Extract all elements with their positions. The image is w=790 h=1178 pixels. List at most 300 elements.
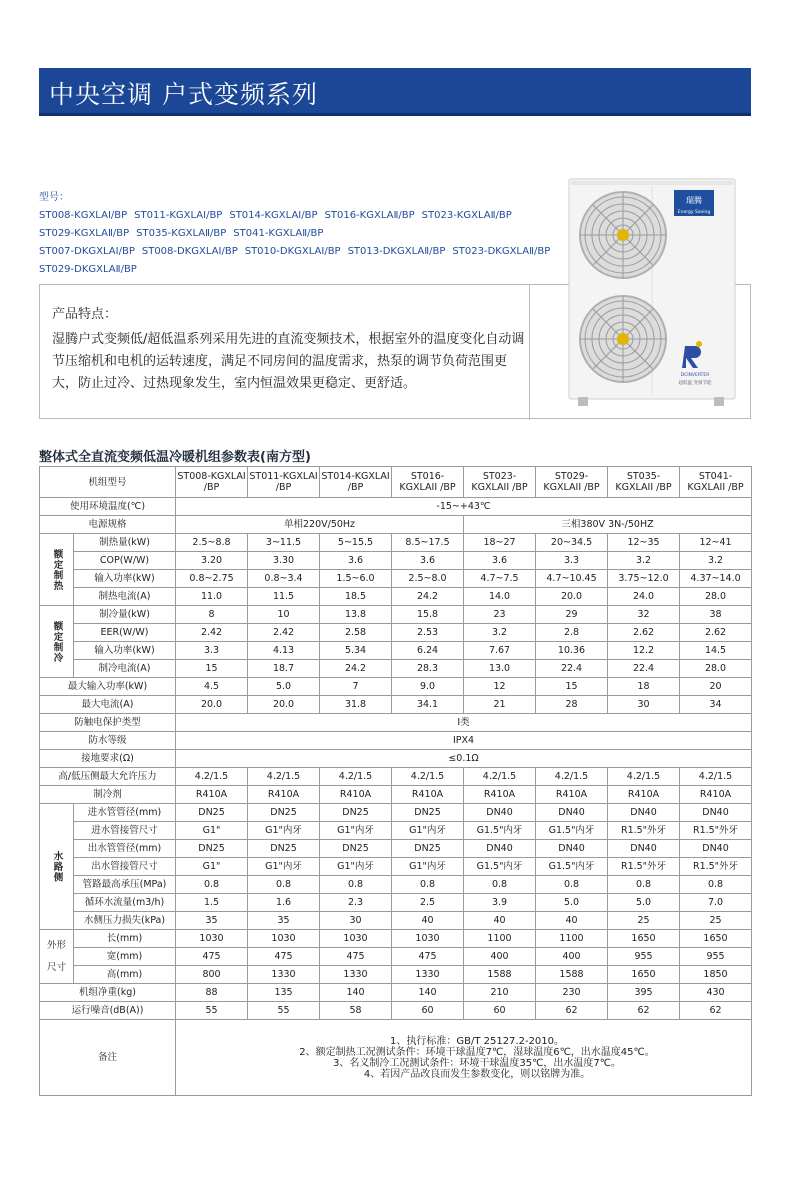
table-cell: 4.7~7.5 [464,570,536,588]
table-cell: 1.5 [176,894,248,912]
table-cell: 10 [248,606,320,624]
table-cell: 18.7 [248,660,320,678]
table-cell: DN25 [320,804,392,822]
table-cell: DN40 [608,804,680,822]
table-cell: R410A [392,786,464,804]
table-cell: 3.75~12.0 [608,570,680,588]
table-cell: 22.4 [608,660,680,678]
table-row [40,750,752,768]
model-name: ST023-DKGXLAⅡ/BP [452,246,551,257]
table-cell: 1330 [248,966,320,984]
table-cell: 62 [680,1002,752,1020]
table-cell: G1.5"内牙 [464,822,536,840]
table-cell: 475 [320,948,392,966]
feature-title: 产品特点： [52,307,118,322]
table-cell: DN25 [320,840,392,858]
table-cell: 1100 [464,930,536,948]
table-cell: 18.5 [320,588,392,606]
table-cell: 0.8~3.4 [248,570,320,588]
table-cell: 140 [392,984,464,1002]
table-row [40,624,752,642]
table-cell: 1330 [320,966,392,984]
table-cell: 60 [464,1002,536,1020]
row-label: COP(W/W) [74,552,176,570]
table-cell: 12~41 [680,534,752,552]
table-cell: 4.2/1.5 [392,768,464,786]
table-cell: 1850 [680,966,752,984]
row-label: 管路最高承压(MPa) [74,876,176,894]
env-value-cell: -15~+43℃ [176,498,752,516]
table-cell: 4.2/1.5 [248,768,320,786]
table-cell: 14.0 [464,588,536,606]
table-cell: 0.8 [392,876,464,894]
table-cell: 4.2/1.5 [320,768,392,786]
table-cell: 1330 [392,966,464,984]
table-row [40,467,752,498]
table-cell: 23 [464,606,536,624]
model-column-header: ST041-KGXLAII /BP [680,467,752,498]
table-row [40,840,752,858]
model-row [39,261,559,279]
heat-pump-unit-image [568,178,736,408]
row-label: 接地要求(Ω) [40,750,176,768]
table-cell: G1"内牙 [392,822,464,840]
notes-cell [176,1020,752,1096]
dimension-group-label-line: 外形 [46,939,66,951]
feature-text: 湿腾户式变频低/超低温系列采用先进的直流变频技术，根据室外的温度变化自动调节压缩机和电机的运转速度，满足不同房间的温度需求，热泵的调节负荷范围更大，防止过冷、过热现象发生，室内恒温效果更稳定、更舒适。 [52,332,525,391]
table-cell: DN40 [536,840,608,858]
table-cell: 18~27 [464,534,536,552]
table-cell: 29 [536,606,608,624]
table-row [40,498,752,516]
table-cell: 0.8~2.75 [176,570,248,588]
table-cell: 135 [248,984,320,1002]
table-cell: R410A [176,786,248,804]
table-row [40,696,752,714]
table-row [40,894,752,912]
dimension-group-label-line: 尺寸 [46,961,66,973]
table-cell: 20~34.5 [536,534,608,552]
table-cell: 35 [176,912,248,930]
table-row [40,678,752,696]
table-cell: 20.0 [536,588,608,606]
model-name: ST010-DKGXLAⅠ/BP [244,246,341,257]
table-cell: 955 [680,948,752,966]
row-label: 进水管管径(mm) [74,804,176,822]
table-cell: 3.9 [464,894,536,912]
note-line: 3、名义制冷工况测试条件：环境干球温度35℃，出水温度7℃。 [333,1057,621,1069]
table-cell: DN25 [248,804,320,822]
table-cell: 28.0 [680,660,752,678]
model-column-header: ST011-KGXLAI /BP [248,467,320,498]
table-cell: G1"内牙 [320,858,392,876]
table-row [40,912,752,930]
table-cell: DN40 [608,840,680,858]
table-cell: 2.8 [536,624,608,642]
table-cell: 28 [536,696,608,714]
table-cell: 4.13 [248,642,320,660]
table-cell: 3.20 [176,552,248,570]
shared-value-cell: ≤0.1Ω [176,750,752,768]
table-cell: DN40 [536,804,608,822]
note-line: 2、额定制热工况测试条件：环境干球温度7℃，湿球温度6℃，出水温度45℃。 [299,1046,655,1058]
table-cell: 60 [392,1002,464,1020]
row-label: 使用环境温度(℃) [40,498,176,516]
model-column-header: ST035-KGXLAII /BP [608,467,680,498]
table-cell: 2.42 [176,624,248,642]
row-label: 制冷剂 [40,786,176,804]
table-cell: R410A [248,786,320,804]
table-cell: 20 [680,678,752,696]
table-row [40,858,752,876]
table-cell: R1.5"外牙 [680,858,752,876]
table-cell: 5.0 [536,894,608,912]
table-cell: DN25 [176,840,248,858]
unit-bottom-text: 超低温 变频节能 [678,381,712,386]
row-label: 高/低压侧最大允许压力 [40,768,176,786]
table-cell: 15.8 [392,606,464,624]
table-row [40,966,752,984]
table-cell: 3.6 [320,552,392,570]
table-cell: G1" [176,858,248,876]
table-cell: 3.30 [248,552,320,570]
table-cell: G1"内牙 [392,858,464,876]
cooling-group-label: 额定制冷 [40,606,74,678]
table-cell: 8 [176,606,248,624]
table-cell: 21 [464,696,536,714]
table-row [40,930,752,948]
table-cell: 3.6 [464,552,536,570]
table-cell: 38 [680,606,752,624]
model-name: ST014-KGXLAⅠ/BP [229,210,318,221]
table-row [40,660,752,678]
table-cell: 62 [536,1002,608,1020]
model-name: ST013-DKGXLAⅡ/BP [347,246,446,257]
row-label: 防触电保护类型 [40,714,176,732]
table-cell: 32 [608,606,680,624]
table-cell: DN40 [680,804,752,822]
table-cell: 22.4 [536,660,608,678]
table-row [40,606,752,624]
table-row [40,876,752,894]
model-name: ST011-KGXLAⅠ/BP [134,210,223,221]
table-cell: 5.0 [608,894,680,912]
model-name: ST008-KGXLAⅠ/BP [39,210,128,221]
bottom-fan-icon [580,296,666,382]
table-cell: 3.2 [608,552,680,570]
notes-label: 备注 [40,1020,176,1096]
row-label: 进水管接管尺寸 [74,822,176,840]
model-name: ST029-DKGXLAⅡ/BP [39,264,137,275]
table-row [40,570,752,588]
table-cell: 1030 [176,930,248,948]
power-three-phase: 三相380V 3N-/50HZ [464,516,752,534]
table-cell: 0.8 [320,876,392,894]
model-list-label: 型号： [39,192,69,203]
table-row [40,786,752,804]
model-name: ST016-KGXLAⅡ/BP [324,210,415,221]
table-cell: 1030 [248,930,320,948]
model-row [39,207,559,225]
row-label: 出水管管径(mm) [74,840,176,858]
table-cell: 0.8 [464,876,536,894]
table-cell: 210 [464,984,536,1002]
table-cell: 3.3 [176,642,248,660]
table-cell: 7.0 [680,894,752,912]
table-cell: 2.58 [320,624,392,642]
table-cell: 13.8 [320,606,392,624]
row-label: 电源规格 [40,516,176,534]
table-cell: G1.5"内牙 [536,858,608,876]
table-cell: 55 [248,1002,320,1020]
row-label: 循环水流量(m3/h) [74,894,176,912]
model-column-header: ST016-KGXLAII /BP [392,467,464,498]
row-label: 宽(mm) [74,948,176,966]
table-cell: 4.2/1.5 [176,768,248,786]
table-cell: 24.2 [392,588,464,606]
model-name: ST035-KGXLAⅡ/BP [136,228,227,239]
table-row [40,588,752,606]
model-name: ST008-DKGXLAⅠ/BP [141,246,238,257]
table-cell: 5.34 [320,642,392,660]
table-cell: 475 [248,948,320,966]
table-cell: G1.5"内牙 [464,858,536,876]
table-cell: 24.0 [608,588,680,606]
model-column-header: ST029-KGXLAII /BP [536,467,608,498]
model-list [39,189,559,279]
note-line: 4、若因产品改良而发生参数变化，则以铭牌为准。 [363,1068,591,1080]
model-name: ST041-KGXLAⅡ/BP [233,228,324,239]
table-cell: DN25 [176,804,248,822]
table-cell: 15 [536,678,608,696]
table-cell: 1650 [680,930,752,948]
table-row [40,804,752,822]
table-cell: 58 [320,1002,392,1020]
table-cell: 4.2/1.5 [608,768,680,786]
table-cell: 9.0 [392,678,464,696]
model-header-cell: 机组型号 [40,467,176,498]
row-label: 机组净重(kg) [40,984,176,1002]
row-label: 水侧压力损失(kPa) [74,912,176,930]
table-cell: 3.3 [536,552,608,570]
table-cell: 25 [680,912,752,930]
table-cell: 475 [392,948,464,966]
table-cell: 400 [464,948,536,966]
table-cell: 475 [176,948,248,966]
row-label: 制热电流(A) [74,588,176,606]
table-cell: 3.6 [392,552,464,570]
table-cell: 1.5~6.0 [320,570,392,588]
table-cell: 40 [464,912,536,930]
table-cell: 1030 [392,930,464,948]
row-label: 制热量(kW) [74,534,176,552]
row-label: 出水管接管尺寸 [74,858,176,876]
table-cell: R410A [464,786,536,804]
row-label: 最大输入功率(kW) [40,678,176,696]
table-cell: 1650 [608,930,680,948]
unit-brand-text: DCINVERTER [680,373,710,378]
table-cell: 40 [392,912,464,930]
table-cell: 1650 [608,966,680,984]
note-line: 1、执行标准：GB/T 25127.2-2010。 [389,1035,565,1047]
table-cell: R410A [680,786,752,804]
table-cell: 25 [608,912,680,930]
table-cell: DN25 [392,840,464,858]
table-row [40,1020,752,1096]
table-row [40,534,752,552]
table-cell: 0.8 [536,876,608,894]
table-cell: 1588 [536,966,608,984]
table-cell: 0.8 [680,876,752,894]
table-cell: 28.3 [392,660,464,678]
table-cell: 30 [320,912,392,930]
row-label: 防水等级 [40,732,176,750]
model-name: ST023-KGXLAⅡ/BP [421,210,512,221]
row-label: 输入功率(kW) [74,570,176,588]
page-title: 中央空调 户式变频系列 [49,80,318,109]
dimension-group-label [40,930,74,984]
model-column-header: ST014-KGXLAI /BP [320,467,392,498]
table-cell: G1.5"内牙 [536,822,608,840]
table-cell: R410A [536,786,608,804]
table-row [40,516,752,534]
table-cell: 395 [608,984,680,1002]
table-cell: DN40 [464,840,536,858]
table-cell: 30 [608,696,680,714]
table-cell: DN25 [392,804,464,822]
table-row [40,768,752,786]
table-cell: 0.8 [248,876,320,894]
table-cell: 2.3 [320,894,392,912]
table-cell: 28.0 [680,588,752,606]
table-row [40,714,752,732]
table-cell: DN25 [248,840,320,858]
spec-table-body [40,467,752,1096]
table-row [40,1002,752,1020]
table-cell: 5~15.5 [320,534,392,552]
table-cell: G1"内牙 [248,822,320,840]
table-cell: 4.7~10.45 [536,570,608,588]
table-cell: G1"内牙 [248,858,320,876]
table-title: 整体式全直流变频低温冷暖机组参数表(南方型) [39,450,311,465]
table-cell: 2.42 [248,624,320,642]
unit-logo-sub: Energy Saving [677,210,711,215]
table-cell: 2.5~8.0 [392,570,464,588]
table-cell: 4.2/1.5 [464,768,536,786]
table-cell: 2.62 [608,624,680,642]
top-fan-icon [580,192,666,278]
table-cell: 6.24 [392,642,464,660]
table-cell: 40 [536,912,608,930]
table-cell: 0.8 [176,876,248,894]
model-row [39,225,559,243]
table-cell: 35 [248,912,320,930]
row-label: EER(W/W) [74,624,176,642]
row-label: 制冷电流(A) [74,660,176,678]
table-cell: R410A [608,786,680,804]
model-row [39,243,559,261]
feature-divider [529,285,530,420]
table-cell: 7.67 [464,642,536,660]
table-cell: 34 [680,696,752,714]
row-label: 制冷量(kW) [74,606,176,624]
table-cell: 7 [320,678,392,696]
table-cell: R1.5"外牙 [680,822,752,840]
table-cell: 1100 [536,930,608,948]
table-cell: 12~35 [608,534,680,552]
model-column-header: ST008-KGXLAI /BP [176,467,248,498]
table-cell: 3.2 [680,552,752,570]
table-row [40,822,752,840]
row-label: 长(mm) [74,930,176,948]
table-row [40,948,752,966]
table-cell: 800 [176,966,248,984]
row-label: 最大电流(A) [40,696,176,714]
shared-value-cell: IPX4 [176,732,752,750]
table-cell: 11.0 [176,588,248,606]
table-cell: 230 [536,984,608,1002]
table-cell: G1" [176,822,248,840]
table-cell: 55 [176,1002,248,1020]
table-cell: 400 [536,948,608,966]
table-row [40,642,752,660]
table-cell: 34.1 [392,696,464,714]
title-banner [39,68,751,116]
table-cell: 24.2 [320,660,392,678]
unit-logo-text: 瑞腾 [686,196,702,205]
heating-group-label: 额定制热 [40,534,74,606]
table-cell: 11.5 [248,588,320,606]
table-cell: 10.36 [536,642,608,660]
table-cell: 12 [464,678,536,696]
table-row [40,732,752,750]
spec-table [39,466,752,1096]
table-cell: 2.5~8.8 [176,534,248,552]
power-single-phase: 单相220V/50Hz [176,516,464,534]
table-cell: 20.0 [248,696,320,714]
row-label: 输入功率(kW) [74,642,176,660]
table-cell: 5.0 [248,678,320,696]
table-cell: 2.62 [680,624,752,642]
row-label: 高(mm) [74,966,176,984]
table-cell: 13.0 [464,660,536,678]
table-cell: 3~11.5 [248,534,320,552]
table-cell: 4.37~14.0 [680,570,752,588]
water-side-group-label: 水路侧 [40,804,74,930]
table-cell: 8.5~17.5 [392,534,464,552]
table-cell: 88 [176,984,248,1002]
row-label: 运行噪音(dB(A)) [40,1002,176,1020]
table-cell: 0.8 [608,876,680,894]
table-cell: 2.5 [392,894,464,912]
table-cell: 62 [608,1002,680,1020]
table-cell: 15 [176,660,248,678]
table-row [40,984,752,1002]
table-cell: 4.5 [176,678,248,696]
table-cell: 1.6 [248,894,320,912]
table-cell: G1"内牙 [320,822,392,840]
model-column-header: ST023-KGXLAII /BP [464,467,536,498]
model-name: ST007-DKGXLAⅠ/BP [39,246,135,257]
table-cell: 1030 [320,930,392,948]
table-cell: 18 [608,678,680,696]
table-cell: R1.5"外牙 [608,858,680,876]
table-cell: 12.2 [608,642,680,660]
table-cell: 955 [608,948,680,966]
table-row [40,552,752,570]
model-name: ST029-KGXLAⅡ/BP [39,228,130,239]
table-cell: 430 [680,984,752,1002]
